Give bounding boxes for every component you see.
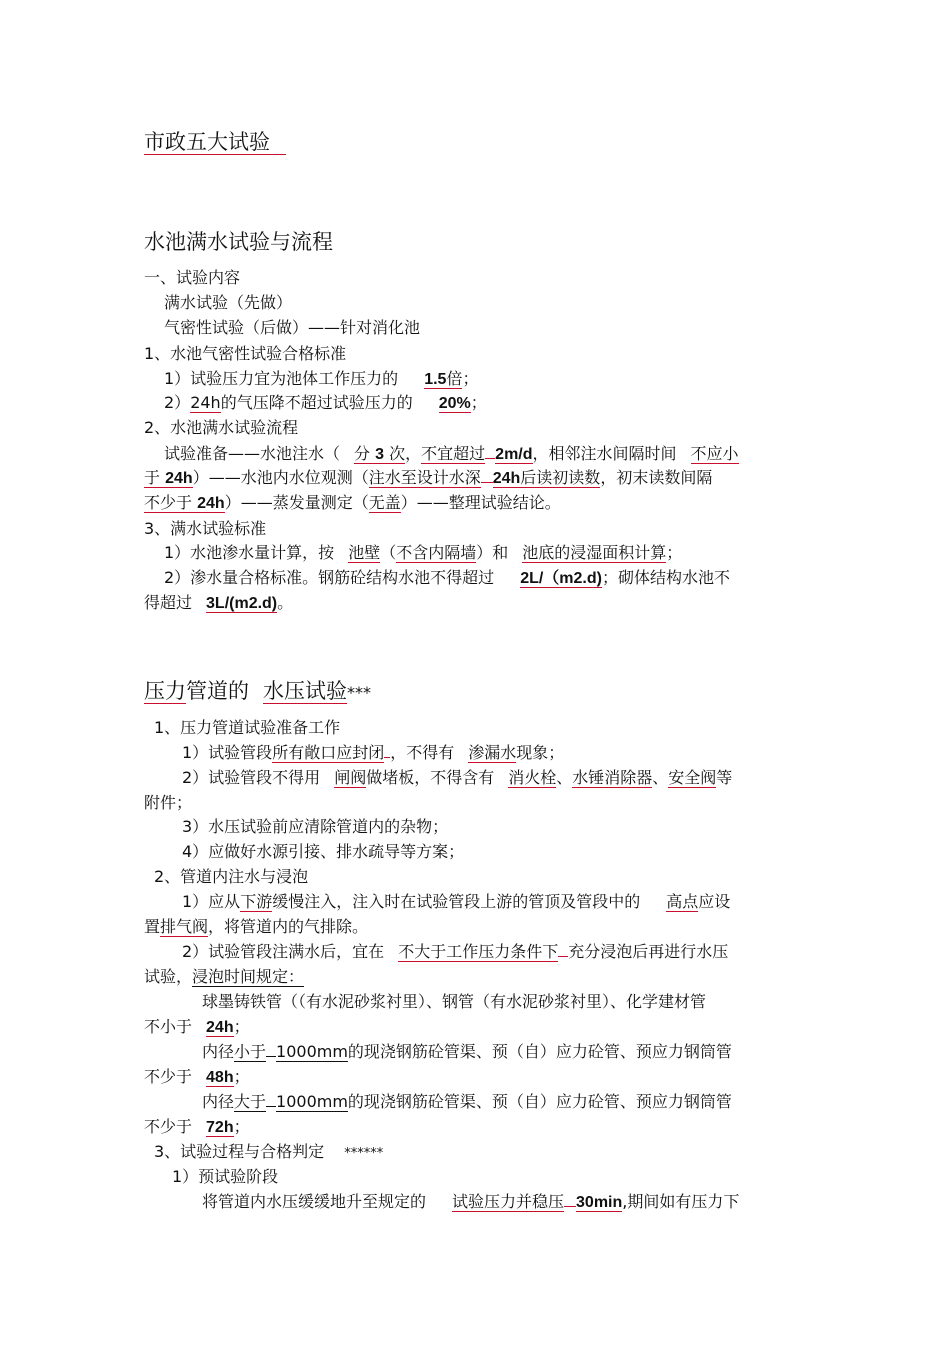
text-line: 满水试验（先做） [164, 293, 293, 312]
text-line: 气密性试验（后做）——针对消化池 [164, 318, 421, 337]
text-line: 试验准备——水池注水（ 分 3 次，不宜超过 2m/d，相邻注水间隔时间 不应小 [164, 444, 739, 463]
text-line: 不少于 24h）——蒸发量测定（无盖）——整理试验结论。 [144, 493, 561, 512]
text-line: 3）水压试验前应清除管道内的杂物； [182, 817, 449, 836]
text-line: 置排气阀，将管道内的气排除。 [144, 917, 369, 936]
text-line: 2）试验管段注满水后，宜在 不大于工作压力条件下 充分浸泡后再进行水压 [182, 942, 729, 961]
text-line: 试验，浸泡时间规定： [144, 967, 305, 986]
text-line: 2、管道内注水与浸泡 [154, 867, 309, 886]
text-line: 内径大于 1000mm的现浇钢筋砼管渠、预（自）应力砼管、预应力钢筒管 [202, 1092, 732, 1111]
text-line: 1）试验压力宜为池体工作压力的 1.5倍； [164, 369, 479, 388]
text-line: 1）应从下游缓慢注入，注入时在试验管段上游的管顶及管段中的 高点应设 [182, 892, 731, 911]
text-line: 2、水池满水试验流程 [144, 418, 299, 437]
text-line: 球墨铸铁管（（有水泥砂浆衬里）、钢管（有水泥砂浆衬里）、化学建材管 [202, 992, 707, 1011]
text-line: 附件； [144, 793, 193, 812]
text-line: 1、压力管道试验准备工作 [154, 718, 341, 737]
section-heading-pressure-test: 压力管道的 水压试验*** [144, 679, 371, 703]
text-line: 2）渗水量合格标准。钢筋砼结构水池不得超过 2L/（m2.d)；砌体结构水池不 [164, 568, 730, 587]
text-line: 3、试验过程与合格判定 ****** [154, 1142, 384, 1161]
section-heading-pool-test: 水池满水试验与流程 [144, 230, 333, 254]
text-line: 1）试验管段所有敞口应封闭 ，不得有 渗漏水现象； [182, 743, 565, 762]
document-title: 市政五大试验 [144, 129, 286, 155]
text-line: 将管道内水压缓缓地升至规定的 试验压力并稳压 30min,期间如有压力下 [202, 1192, 740, 1211]
highlight-value: 1.5 [424, 371, 447, 388]
text-line: 2）24h的气压降不超过试验压力的 20%； [164, 393, 487, 412]
text-line: 1）预试验阶段 [172, 1167, 279, 1186]
text-line: 于 24h）——水池内水位观测（注水至设计水深 24h后读初读数，初末读数间隔 [144, 468, 713, 487]
text-line: 3、满水试验标准 [144, 519, 267, 538]
text-line: 1、水池气密性试验合格标准 [144, 344, 347, 363]
text-line: 不少于 72h； [144, 1117, 250, 1136]
text-line: 不少于 48h； [144, 1067, 250, 1086]
text-line: 得超过 3L/(m2.d)。 [144, 593, 294, 612]
highlight-value: 20% [438, 395, 471, 412]
text-line: 不小于 24h； [144, 1017, 250, 1036]
text-line: 一、试验内容 [144, 268, 241, 287]
text-line: 1）水池渗水量计算，按 池壁（不含内隔墙）和 池底的浸湿面积计算； [164, 543, 683, 562]
text-line: 4）应做好水源引接、排水疏导等方案； [182, 842, 465, 861]
text-line: 2）试验管段不得用 闸阀做堵板，不得含有 消火栓、水锤消除器、安全阀等 [182, 768, 733, 787]
text-line: 内径小于 1000mm的现浇钢筋砼管渠、预（自）应力砼管、预应力钢筒管 [202, 1042, 732, 1061]
